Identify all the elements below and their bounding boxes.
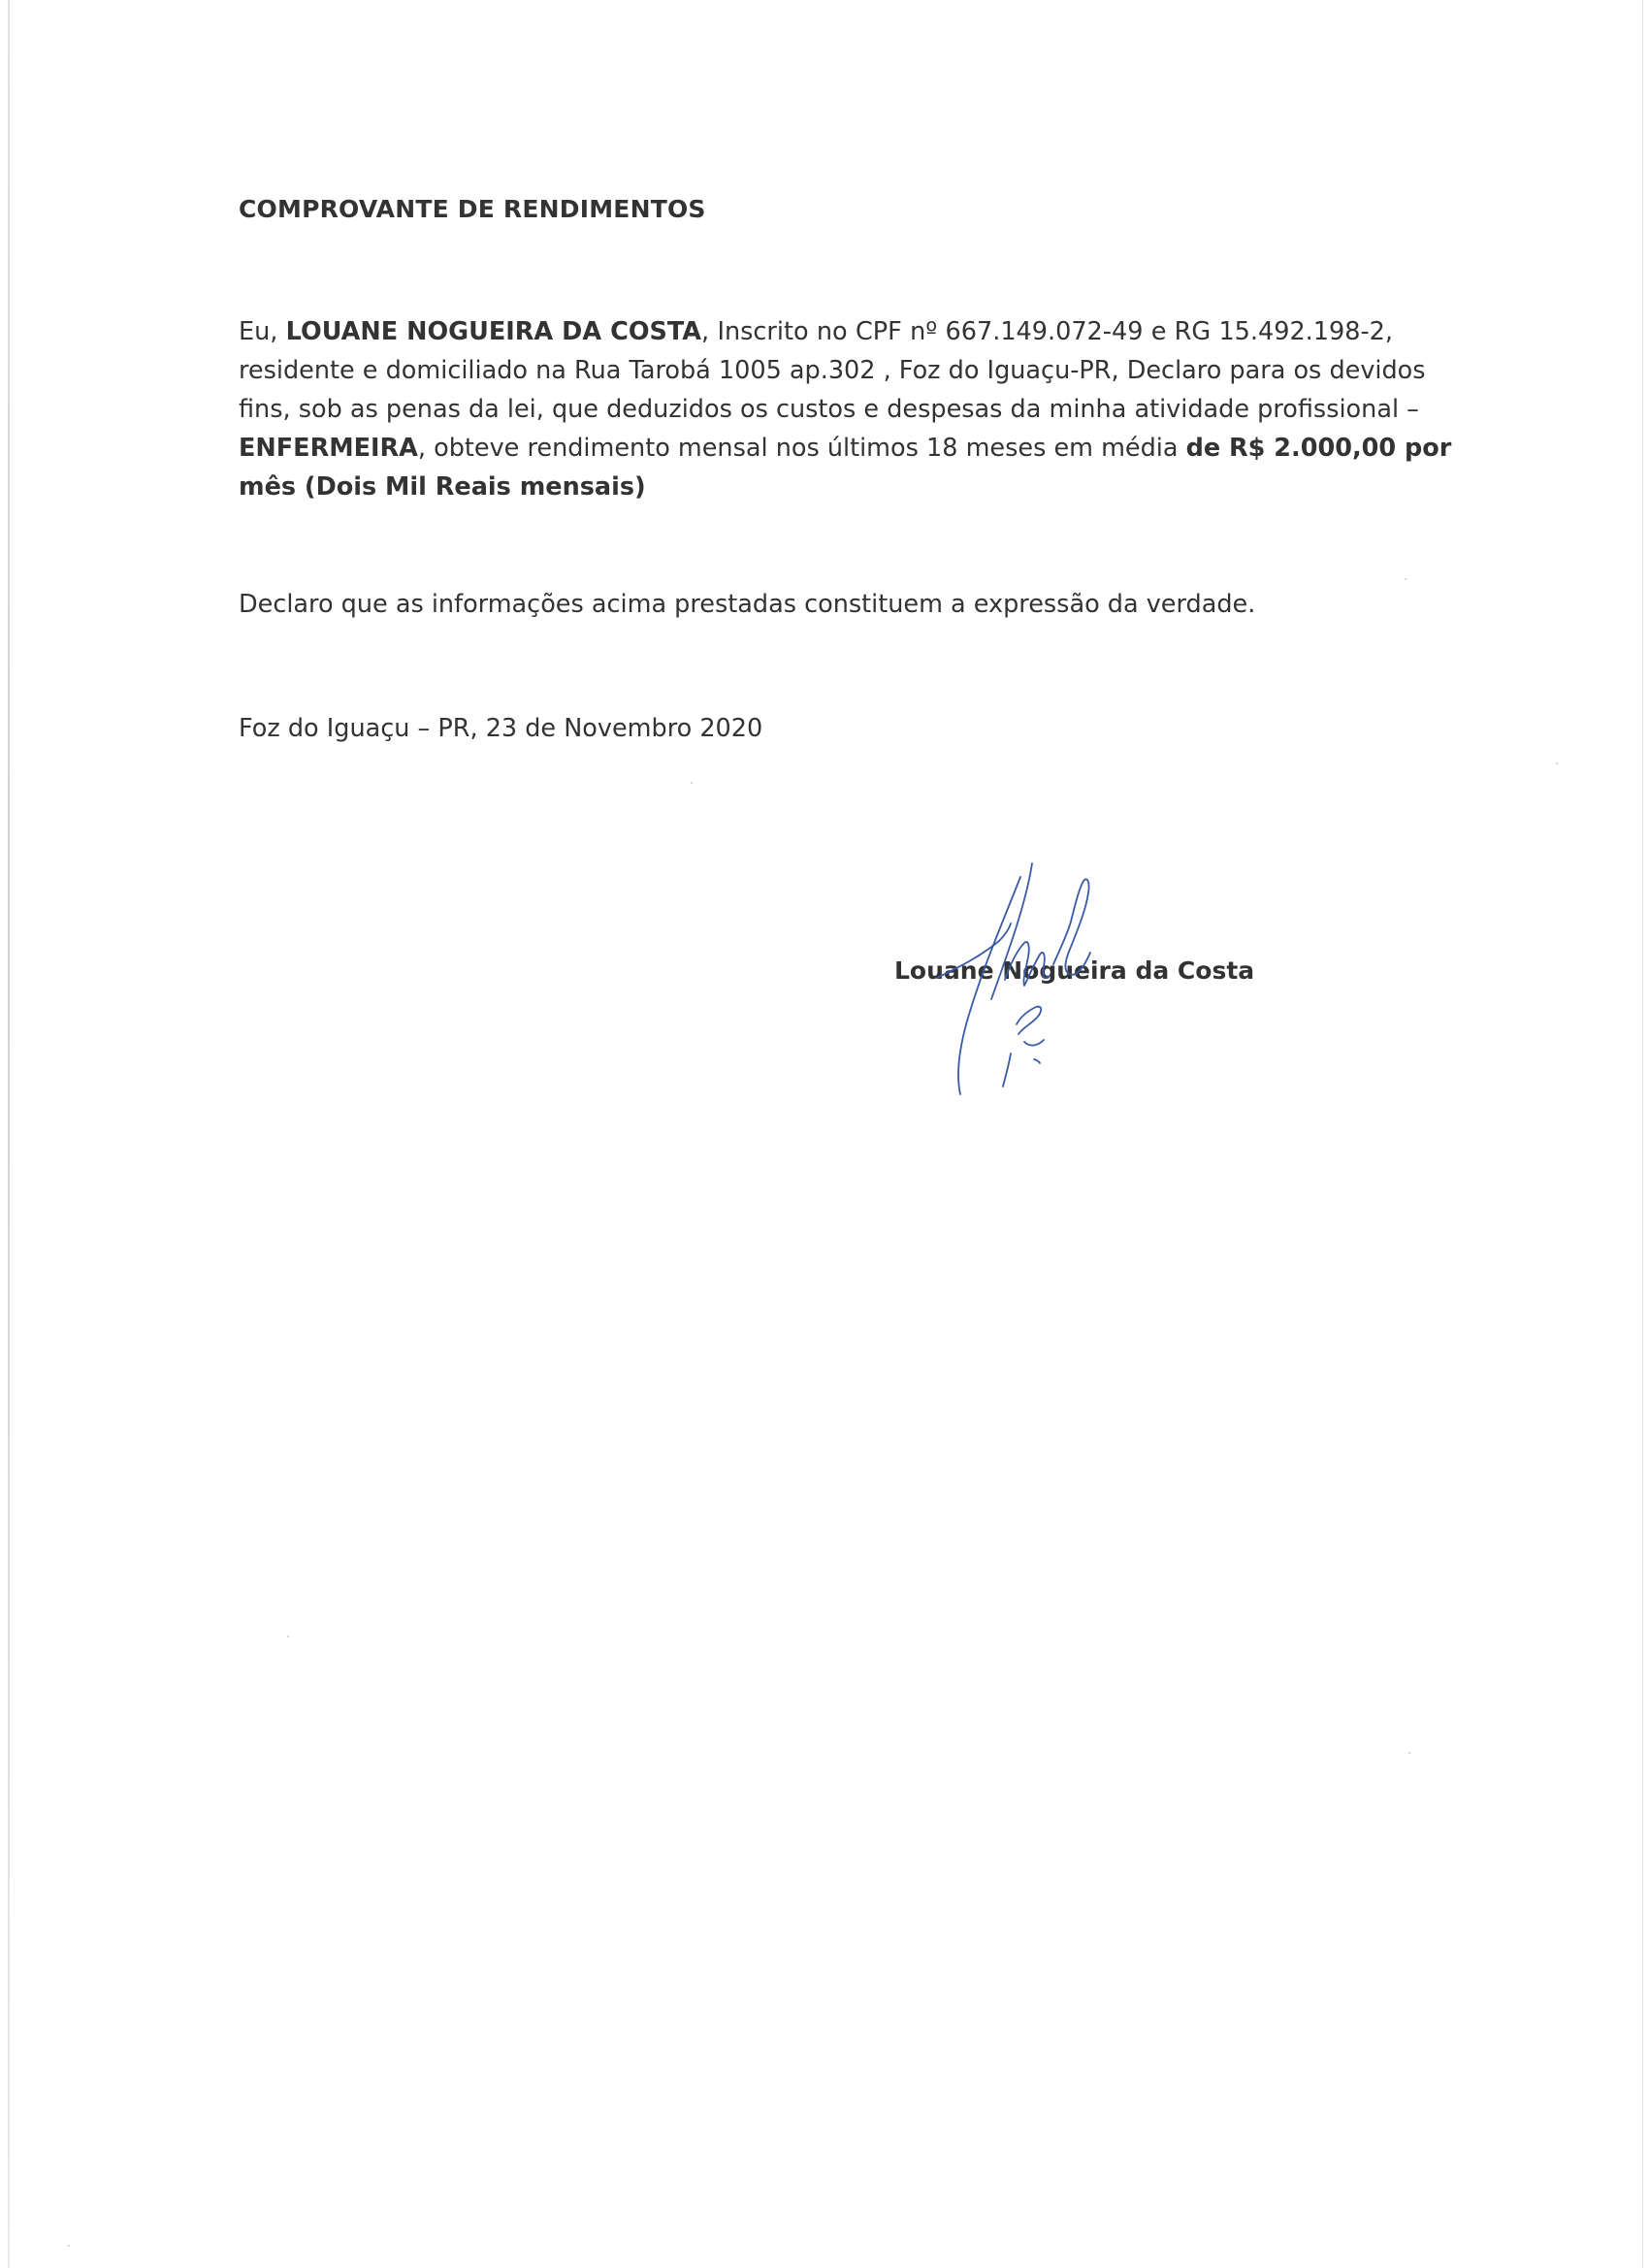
- document-title: COMPROVANTE DE RENDIMENTOS: [239, 195, 706, 223]
- scan-speck: [691, 782, 693, 784]
- declaration-prefix: Eu,: [239, 317, 286, 346]
- declaration-line-2: residente e domiciliado na Rua Tarobá 1005 ap.302 , Foz do Iguaçu-PR, Declaro para os devidos: [239, 356, 1426, 385]
- income-amount: de R$ 2.000,00 por: [1185, 434, 1452, 463]
- place-and-date: Foz do Iguaçu – PR, 23 de Novembro 2020: [239, 714, 763, 743]
- truth-affirmation: Declaro que as informações acima prestadas constituem a expressão da verdade.: [239, 590, 1256, 619]
- scan-edge-left: [8, 0, 10, 2268]
- scan-speck: [68, 2245, 70, 2247]
- signer-name: Louane Nogueira da Costa: [894, 956, 1255, 985]
- declarant-ids: , Inscrito no CPF nº 667.149.072-49 e RG 15.492.198-2,: [701, 317, 1393, 346]
- declaration-paragraph: [239, 312, 1452, 506]
- handwritten-signature: [908, 834, 1160, 1106]
- declarant-name: LOUANE NOGUEIRA DA COSTA: [285, 317, 702, 346]
- scan-speck: [1556, 762, 1558, 764]
- declaration-line-3: fins, sob as penas da lei, que deduzidos os custos e despesas da minha atividade profissional –: [239, 395, 1419, 424]
- scan-speck: [1408, 1752, 1410, 1754]
- income-amount-words: mês (Dois Mil Reais mensais): [239, 472, 646, 502]
- scan-speck: [1405, 578, 1406, 580]
- income-description: , obteve rendimento mensal nos últimos 18 meses em média: [417, 434, 1186, 463]
- scan-speck: [287, 1636, 289, 1637]
- scan-edge-right: [1642, 0, 1643, 2268]
- declaration-line-1: [239, 312, 1393, 351]
- declaration-line-4: [239, 429, 1452, 468]
- signature-block: [879, 834, 1286, 1106]
- profession: ENFERMEIRA: [239, 434, 418, 463]
